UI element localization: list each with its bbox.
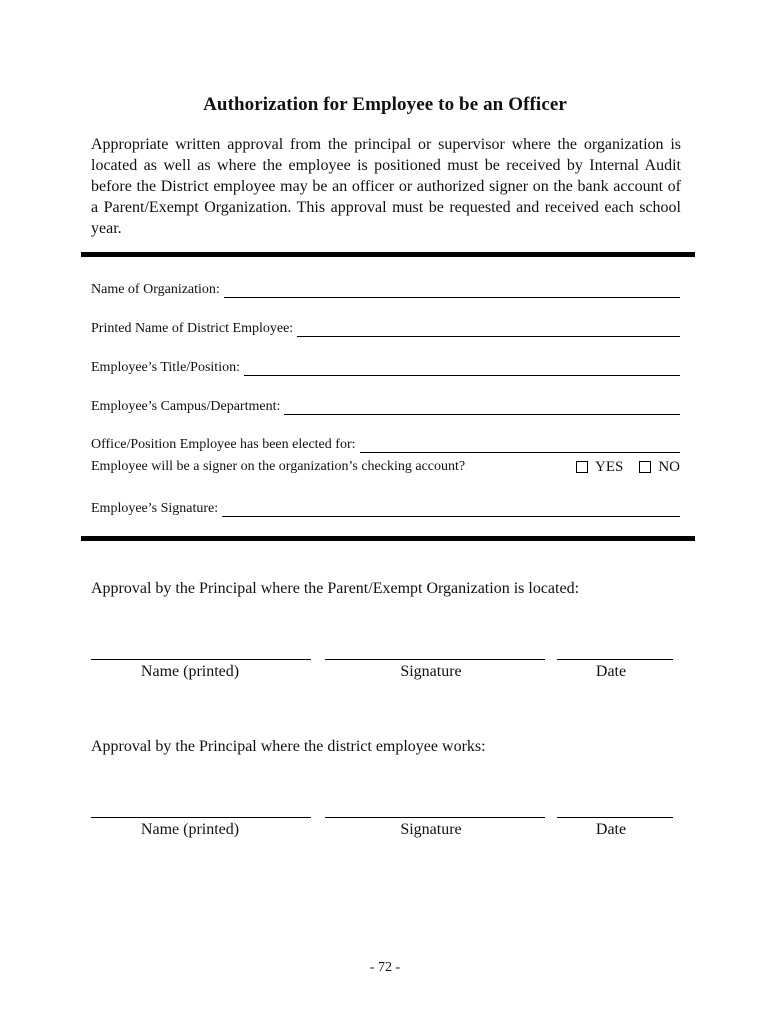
yes-checkbox[interactable] xyxy=(576,461,588,473)
top-divider xyxy=(81,252,695,257)
yes-label: YES xyxy=(594,458,624,475)
approval-org-name-line[interactable] xyxy=(91,648,311,660)
signer-yes-option[interactable] xyxy=(576,459,623,476)
page-title: Authorization for Employee to be an Officer xyxy=(203,94,567,115)
employee-campus-field[interactable] xyxy=(91,397,680,415)
office-elected-label: Office/Position Employee has been elected for: xyxy=(91,437,356,452)
approval-employee-signature-lines xyxy=(91,806,681,820)
approval-org-name-caption: Name (printed) xyxy=(140,663,240,680)
employee-title-line[interactable] xyxy=(244,363,680,376)
approval-employee-signature-caption: Signature xyxy=(400,821,462,838)
organization-name-line[interactable] xyxy=(224,285,680,298)
approval-employee-captions xyxy=(91,821,681,841)
bottom-divider xyxy=(81,536,695,541)
organization-name-label: Name of Organization: xyxy=(91,282,220,297)
no-label: NO xyxy=(658,458,680,475)
employee-campus-label: Employee’s Campus/Department: xyxy=(91,399,281,414)
employee-signature-line[interactable] xyxy=(222,504,680,517)
approval-employee-heading: Approval by the Principal where the district employee works: xyxy=(91,738,486,755)
intro-paragraph: Appropriate written approval from the principal or supervisor where the organization is located as well as where the employee is positioned must be received by Internal Audit before the District employee may be an officer or authorized signer on the bank account of a Parent/Exempt Organization. This approval must be requested and received each school year. xyxy=(91,136,681,237)
employee-signature-field[interactable] xyxy=(91,499,680,517)
approval-employee-name-caption: Name (printed) xyxy=(140,821,240,838)
office-elected-line[interactable] xyxy=(360,440,681,453)
signer-question-row xyxy=(91,458,680,476)
signer-question-text: Employee will be a signer on the organization’s checking account? xyxy=(91,459,466,474)
approval-employee-signature-line[interactable] xyxy=(325,806,545,818)
employee-title-label: Employee’s Title/Position: xyxy=(91,360,240,375)
employee-printed-name-label: Printed Name of District Employee: xyxy=(91,321,294,336)
approval-org-signature-line[interactable] xyxy=(325,648,545,660)
approval-org-date-line[interactable] xyxy=(557,648,673,660)
no-checkbox[interactable] xyxy=(639,461,651,473)
employee-title-field[interactable] xyxy=(91,358,680,376)
office-elected-field[interactable] xyxy=(91,435,680,453)
approval-org-heading: Approval by the Principal where the Parent/Exempt Organization is located: xyxy=(91,580,580,597)
approval-employee-date-line[interactable] xyxy=(557,806,673,818)
page-number: - 72 - xyxy=(369,960,401,975)
approval-org-signature-lines xyxy=(91,648,681,662)
approval-org-signature-caption: Signature xyxy=(400,663,462,680)
approval-org-date-caption: Date xyxy=(595,663,627,680)
approval-employee-date-caption: Date xyxy=(595,821,627,838)
employee-signature-label: Employee’s Signature: xyxy=(91,501,219,516)
approval-employee-name-line[interactable] xyxy=(91,806,311,818)
organization-name-field[interactable] xyxy=(91,280,680,298)
signer-no-option[interactable] xyxy=(639,459,680,476)
employee-printed-name-field[interactable] xyxy=(91,319,680,337)
approval-org-captions xyxy=(91,663,681,683)
employee-printed-name-line[interactable] xyxy=(297,324,680,337)
employee-campus-line[interactable] xyxy=(284,402,680,415)
